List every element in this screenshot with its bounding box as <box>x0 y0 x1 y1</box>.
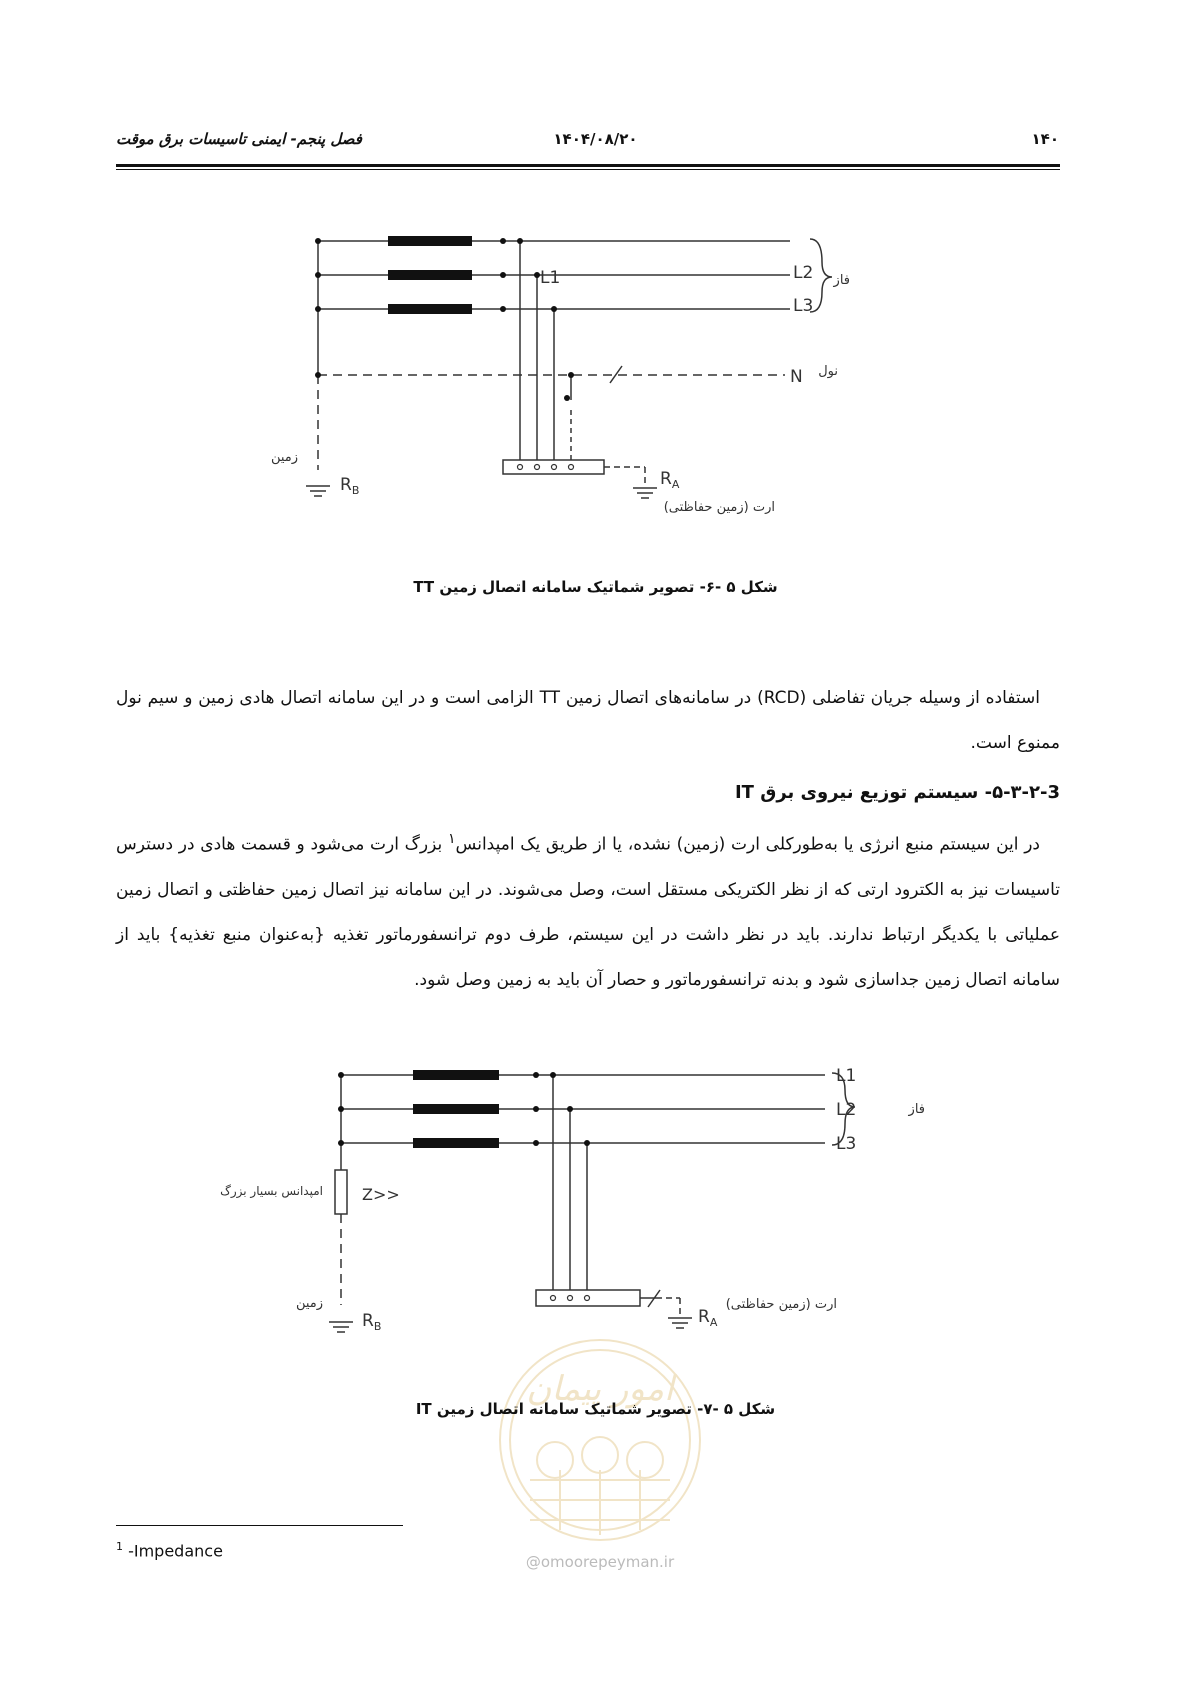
fig2-label-phase: فاز <box>908 1102 925 1117</box>
fig1-label-rb-sub: B <box>351 484 360 497</box>
fig2-label-l2: L2 <box>836 1100 857 1120</box>
svg-text:RB <box>340 475 359 497</box>
fig2-label-protective-earth: ارت (زمین حفاظتی) <box>725 1297 837 1312</box>
fig2-label-rb-sub: B <box>373 1320 382 1333</box>
footnote-rule <box>116 1525 403 1526</box>
paragraph-it-part1: در این سیستم منبع انرژی یا به‌طورکلی ارت (زمین) نشده، یا از طریق یک امپدانس <box>455 834 1040 855</box>
paragraph-it-system <box>116 817 1060 1003</box>
tt-system-diagram <box>0 0 1191 560</box>
svg-text:RB <box>362 1311 381 1333</box>
fig2-label-ra-sub: A <box>709 1316 718 1329</box>
figure1-caption: شکل ۵ -۶- تصویر شماتیک سامانه اتصال زمین TT <box>413 578 778 596</box>
header-date: ۱۴۰۴/۰۸/۲۰ <box>553 130 638 148</box>
fig1-label-l1: L1 <box>540 268 561 288</box>
footnote-ref: ۱ <box>447 831 456 847</box>
section-heading-it: ۵-۳-۲-3- سیستم توزیع نیروی برق IT <box>734 782 1060 803</box>
svg-text:RA <box>660 469 680 491</box>
fig1-label-l3: L3 <box>793 296 814 316</box>
footnote <box>116 1540 223 1560</box>
fig2-label-rb: R <box>362 1311 374 1331</box>
fig1-label-ra: R <box>660 469 672 489</box>
fig1-label-earth: زمین <box>270 450 298 465</box>
footnote-text: -Impedance <box>123 1541 223 1561</box>
figure2-caption: شکل ۵ -۷- تصویر شماتیک سامانه اتصال زمین IT <box>415 1400 776 1418</box>
paragraph-it-part2: بزرگ ارت می‌شود و قسمت هادی در دسترس تاسیسات نیز به الکترود ارتی که از نظر الکتریکی مستقل است، وصل می‌شوند. در این سامانه نیز اتصال زمین حفاظتی و اتصال زمین عملیاتی با یکدیگر ارتباط ندارند. باید در نظر داشت در این سیستم، طرف دوم ترانسفورماتور تغذیه {به‌عنوان منبع تغذیه} باید از سامانه اتصال زمین جداسازی شود و بدنه ترانسفورماتور و حصار آن باید به زمین وصل شود. <box>116 834 1060 990</box>
fig2-label-earth: زمین <box>295 1296 323 1311</box>
it-system-diagram <box>0 1060 1191 1340</box>
fig1-label-l2: L2 <box>793 263 814 283</box>
fig2-label-ra: R <box>698 1307 710 1327</box>
fig1-label-phase: فاز <box>833 273 850 288</box>
paragraph-rcd: استفاده از وسیله جریان تفاضلی (RCD) در سامانه‌های اتصال زمین TT الزامی است و در این سامانه اتصال هادی زمین و سیم نول ممنوع است. <box>116 688 1060 753</box>
svg-text:RA <box>698 1307 718 1329</box>
fig1-label-neutral: نول <box>818 364 838 379</box>
page-number: ۱۴۰ <box>1031 130 1059 148</box>
watermark-logo <box>490 1330 710 1570</box>
fig1-label-rb: R <box>340 475 352 495</box>
fig2-label-high-impedance: امپدانس بسیار بزرگ <box>220 1184 323 1198</box>
footnote-number: 1 <box>116 1540 123 1553</box>
chapter-title: فصل پنجم- ایمنی تاسیسات برق موقت <box>116 130 362 148</box>
watermark-brand: امور پیمان <box>526 1369 674 1409</box>
fig1-label-protective-earth: ارت (زمین حفاظتی) <box>663 500 775 515</box>
fig1-label-ra-sub: A <box>671 478 680 491</box>
fig2-label-l1: L1 <box>836 1066 857 1086</box>
fig2-label-z: Z>> <box>362 1185 400 1204</box>
fig1-label-n: N <box>790 367 803 387</box>
fig2-label-l3: L3 <box>836 1134 857 1154</box>
watermark-url: @omoorepeyman.ir <box>525 1553 675 1571</box>
